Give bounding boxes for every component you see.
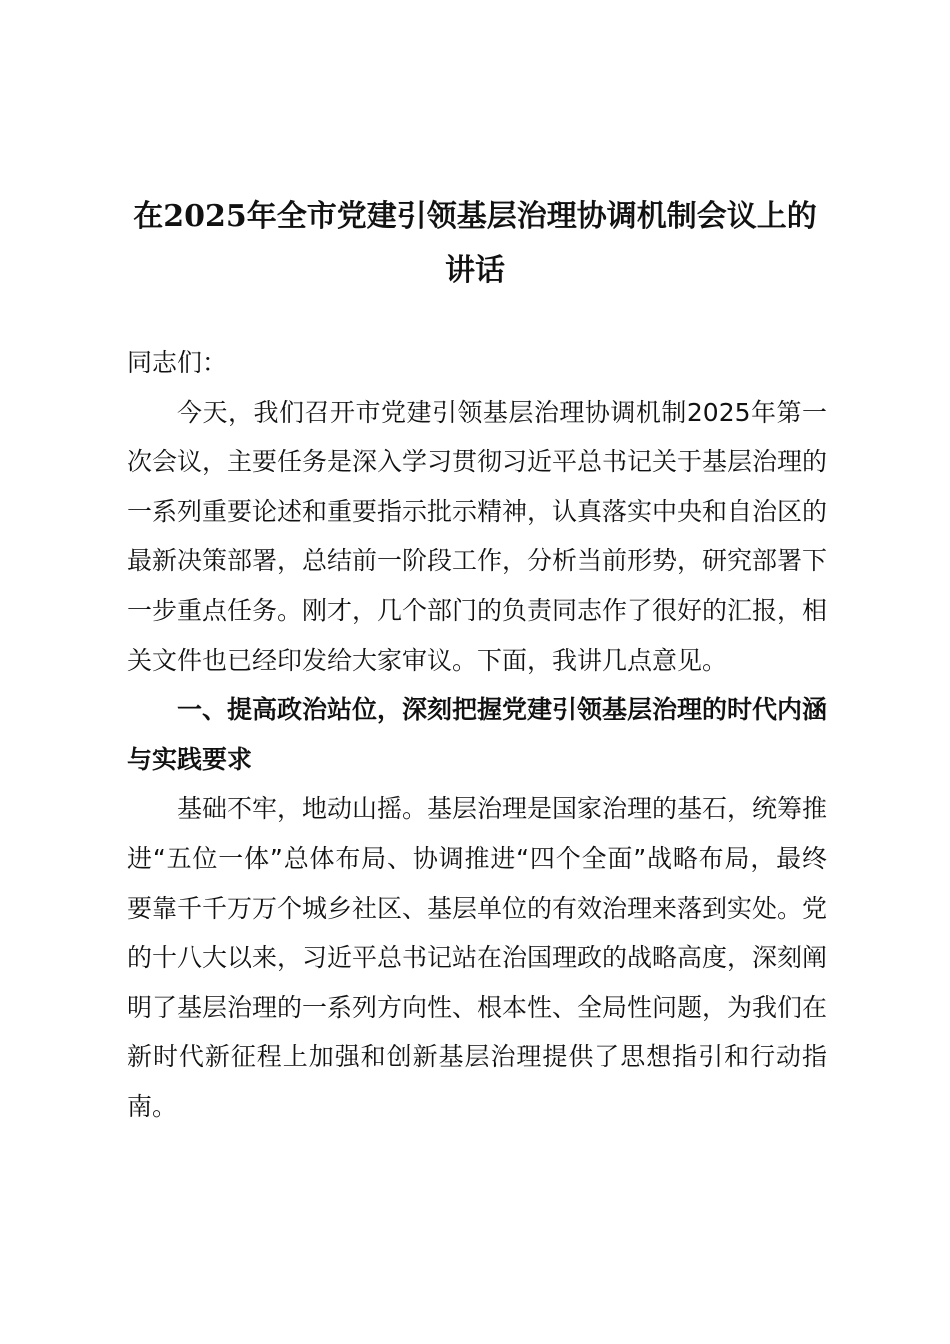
salutation: 同志们： (127, 348, 228, 377)
document-title: 在2025年全市党建引领基层治理协调机制会议上的讲话 (133, 199, 817, 288)
section-heading-1: 一、提高政治站位，深刻把握党建引领基层治理的时代内涵与实践要求 (127, 695, 828, 774)
section-1-paragraph: 基础不牢，地动山摇。基层治理是国家治理的基石，统筹推进“五位一体”总体布局、协调推进“四个全面”战略布局，最终要靠千千万万个城乡社区、基层单位的有效治理来落到实处。党的十八大以来，习近平总书记站在治国理政的战略高度，深刻阐明了基层治理的一系列方向性、根本性、全局性问题，为我们在新时代新征程上加强和创新基层治理提供了思想指引和行动指南。 (127, 794, 828, 1121)
document-body (127, 338, 827, 1132)
intro-paragraph: 今天，我们召开市党建引领基层治理协调机制2025年第一次会议，主要任务是深入学习贯彻习近平总书记关于基层治理的一系列重要论述和重要指示批示精神，认真落实中央和自治区的最新决策部署，总结前一阶段工作，分析当前形势，研究部署下一步重点任务。刚才，几个部门的负责同志作了很好的汇报，相关文件也已经印发给大家审议。下面，我讲几点意见。 (127, 397, 828, 675)
